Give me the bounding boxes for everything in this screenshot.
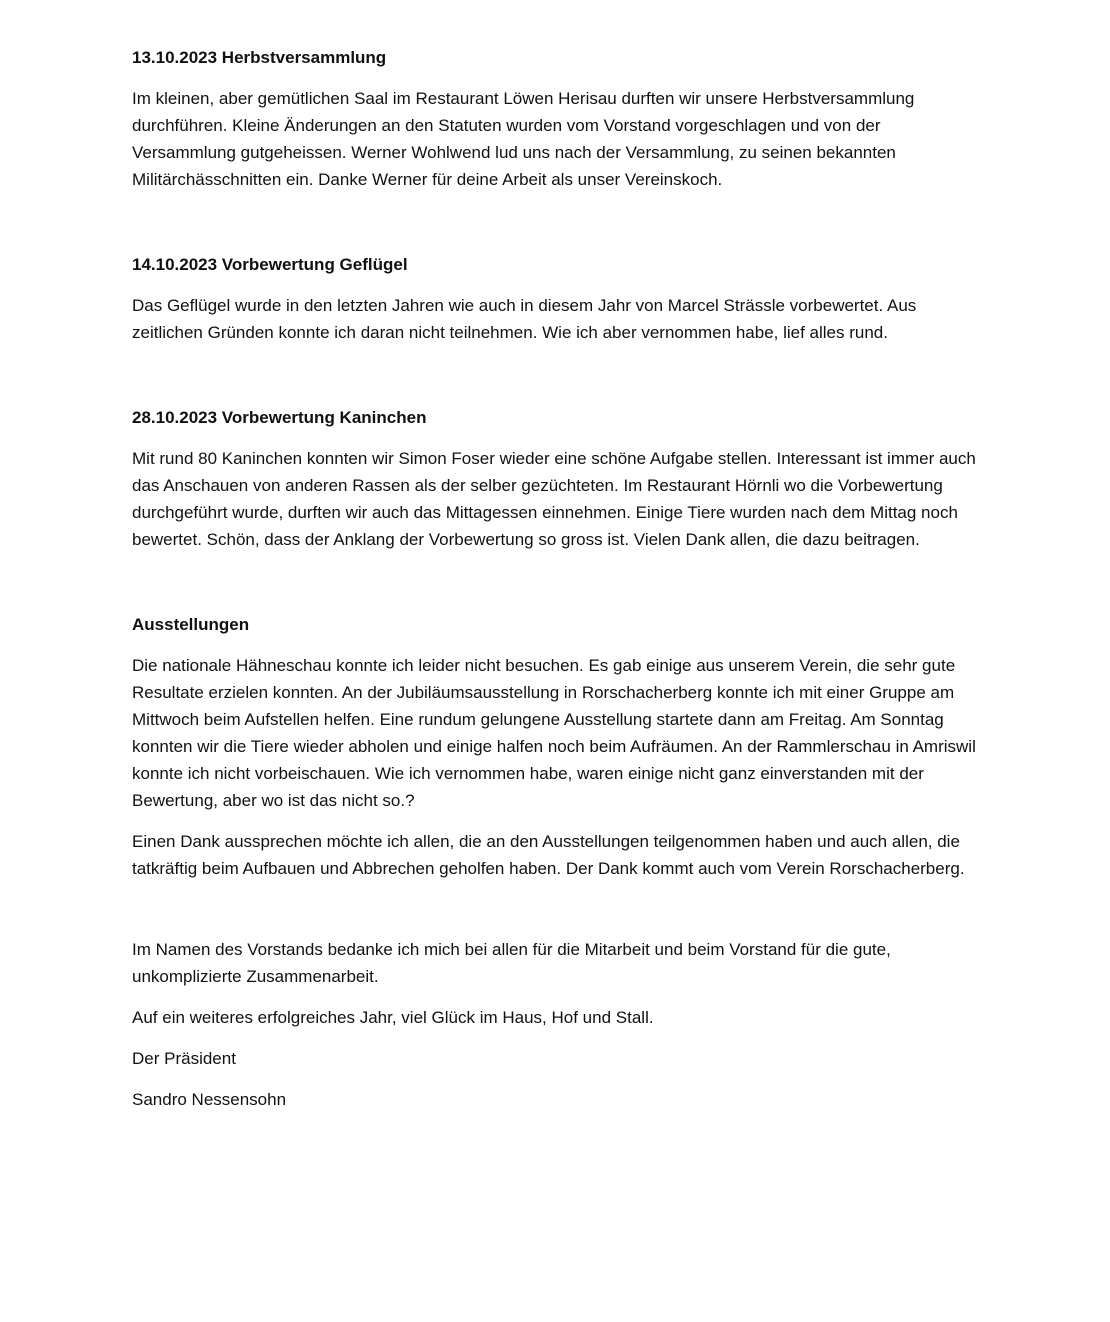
closing-wishes: Auf ein weiteres erfolgreiches Jahr, viel Glück im Haus, Hof und Stall. [132,1008,654,1027]
section-paragraph: Einen Dank aussprechen möchte ich allen, die an den Ausstellungen teilgenommen haben und auch allen, die tatkräftig beim Aufbauen und Abbrechen geholfen haben. Der Dank kommt auch vom Verein Rorschacherberg. [132,832,965,878]
section-paragraph: Die nationale Hähneschau konnte ich leider nicht besuchen. Es gab einige aus unserem Verein, die sehr gute Resultate erzielen konnten. An der Jubiläumsausstellung in Rorschacherberg konnte ich mit einer Gruppe am Mittwoch beim Aufstellen helfen. Eine rundum gelungene Ausstellung startete dann am Freitag. Am Sonntag konnten wir die Tiere wieder abholen und einige halfen noch beim Aufräumen. An der Rammlerschau in Amriswil konnte ich nicht vorbeischauen. Wie ich vernommen habe, waren einige nicht ganz einverstanden mit der Bewertung, aber wo ist das nicht so.? [132,656,976,810]
section-heading: 28.10.2023 Vorbewertung Kaninchen [132,408,427,427]
section-paragraph: Das Geflügel wurde in den letzten Jahren wie auch in diesem Jahr von Marcel Strässle vorbewertet. Aus zeitlichen Gründen konnte ich daran nicht teilnehmen. Wie ich aber vernommen habe, lief alles rund. [132,296,917,342]
section-heading: 13.10.2023 Herbstversammlung [132,48,387,67]
closing-thanks: Im Namen des Vorstands bedanke ich mich bei allen für die Mitarbeit und beim Vorstand für die gute, unkomplizierte Zusammenarbeit. [132,940,891,986]
section-heading: 14.10.2023 Vorbewertung Geflügel [132,255,408,274]
document-page [132,44,982,1127]
spacer [132,896,982,936]
spacer [132,567,982,611]
section-paragraph: Mit rund 80 Kaninchen konnten wir Simon Foser wieder eine schöne Aufgabe stellen. Interessant ist immer auch das Anschauen von anderen Rassen als der selber gezüchteten. Im Restaurant Hörnli wo die Vorbewertung durchgeführt wurde, durften wir auch das Mittagessen einnehmen. Einige Tiere wurden nach dem Mittag noch bewertet. Schön, dass der Anklang der Vorbewertung so gross ist. Vielen Dank allen, die dazu beitragen. [132,449,976,549]
closing-section [132,936,982,1113]
section-paragraph: Im kleinen, aber gemütlichen Saal im Restaurant Löwen Herisau durften wir unsere Herbstversammlung durchführen. Kleine Änderungen an den Statuten wurden vom Vorstand vorgeschlagen und von der Versammlung gutgeheissen. Werner Wohlwend lud uns nach der Versammlung, zu seinen bekannten Militärchässchnitten ein. Danke Werner für deine Arbeit als unser Vereinskoch. [132,89,915,189]
section-heading: Ausstellungen [132,615,250,634]
section-vorbewertung-gefluegel [132,251,982,346]
section-herbstversammlung [132,44,982,193]
spacer [132,207,982,251]
section-vorbewertung-kaninchen [132,404,982,553]
signature-name: Sandro Nessensohn [132,1090,287,1109]
section-ausstellungen [132,611,982,882]
spacer [132,360,982,404]
signature-role: Der Präsident [132,1049,236,1068]
